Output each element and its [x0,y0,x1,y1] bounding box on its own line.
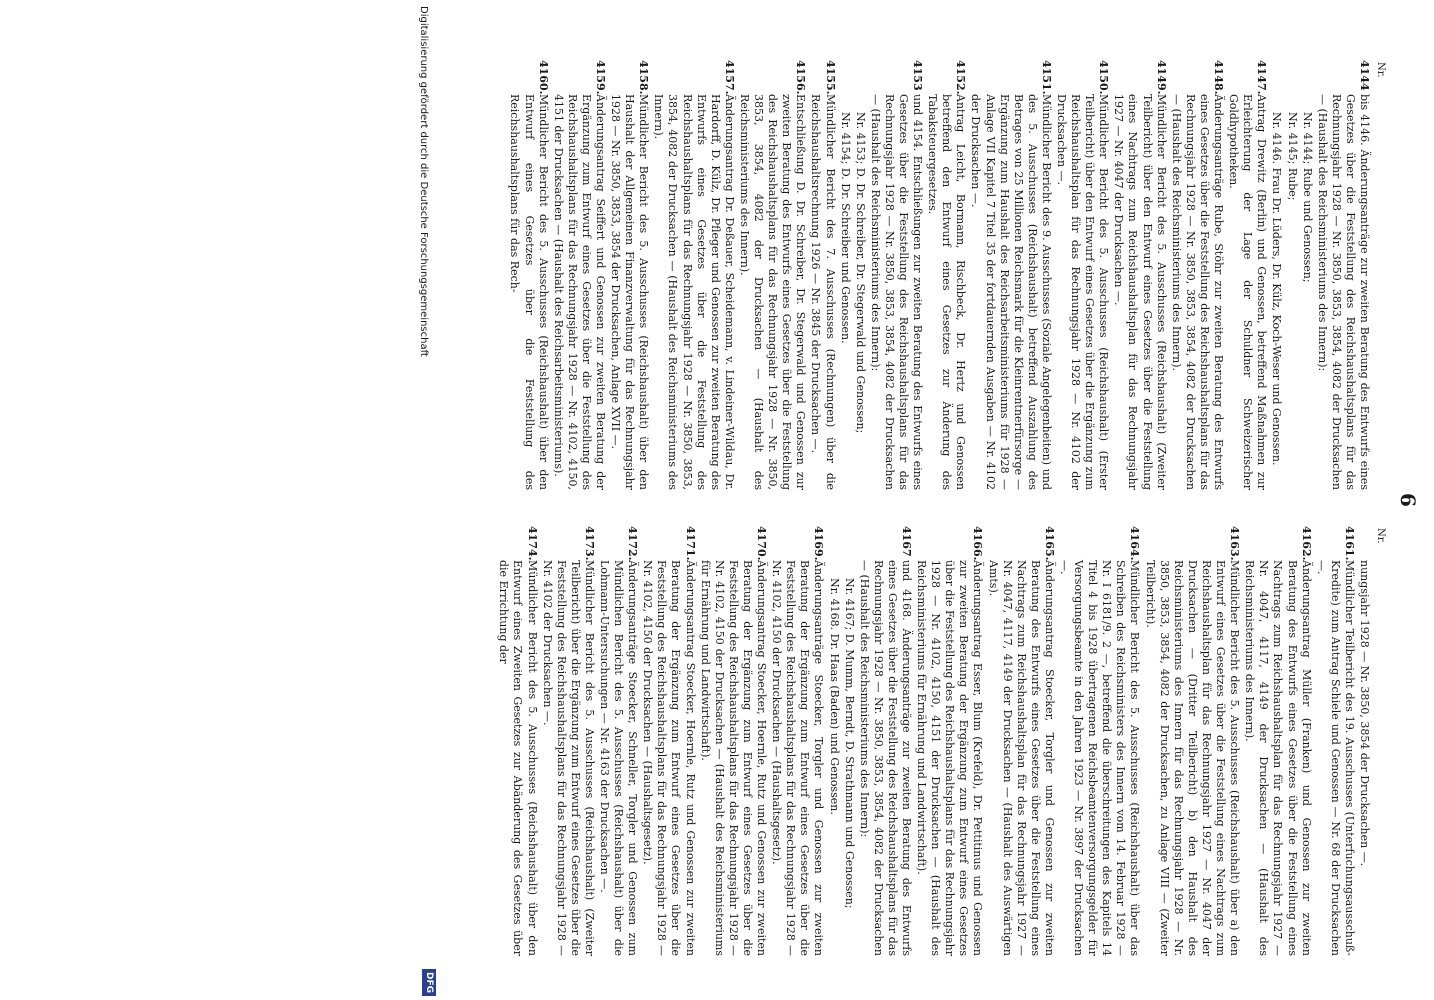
list-entry [1242,526,1312,956]
entry-text: Mündlicher Bericht des 5. Ausschusses (Reichshaushalt) über a) den Entwurf eines Gesetzes über die Feststellung eines Nachtrags zum Reichshaushaltsplan für das Rechnungsjahr 1927 — Nr. 4047 der Drucksachen — (Dritter Teilbericht) b) den Haushalt des Reichsministeriums des Innern für das Rechnungsjahr 1928 — Nr. 3850, 3853, 3854, 4082 der Drucksachen, zu Anlage VIII — (Zweiter Teilbericht). [1143,560,1242,956]
list-entry [1315,60,1371,490]
list-entry [737,60,807,490]
list-entry [857,526,913,956]
list-entry [507,60,549,490]
entry-text: Entschließung D. Dr. Schreiber, Dr. Stegerwald und Genossen zur zweiten Beratung des Entwurfs eines Gesetzes über die Feststellung des Reichshaushaltsplans für das Rechnungsjahr 1928 — Nr. 3850, 3853, 3854, 4082 der Drucksachen — (Haushalt des Reichsministeriums des Innern). [737,94,808,490]
entry-number: 4171. [683,526,697,561]
entry-number: 4147. [1255,60,1269,95]
list-entry [914,526,984,956]
entry-number: 4170. [755,526,769,561]
entry-number: 4149. [1154,60,1168,95]
dfg-logo: DFG [422,969,436,996]
list-entry [496,526,538,956]
list-entry [769,526,825,956]
entry-number: 4150. [1097,60,1111,95]
entry-text: Mündlicher Bericht des 5. Ausschusses (Reichshaushalt) über den Haushalt der Allgemeinen Finanzverwaltung für das Rechnungsjahr 1928 — Nr. 3850, 3853, 3854 der Drucksachen, Anlage XVII —. [609,94,651,490]
list-entry [540,526,596,956]
entry-number: 4160. [536,60,550,95]
entry-number: 4164. [1128,526,1142,561]
right-column [40,526,1386,956]
entry-number: 4163. [1228,526,1242,561]
entry-text: nungsjahr 1928 — Nr. 3850, 3854 der Drucksachen —. [1358,560,1371,867]
list-entry [597,526,639,956]
entry-number: 4159. [594,60,608,95]
list-entry [1269,60,1283,490]
entry-text: Nr. 4168. Dr. Haas (Baden) und Genossen. [827,578,841,815]
entry-number: 4167 [900,526,913,557]
list-entry [1111,60,1167,490]
entry-number: 4158. [637,60,651,95]
list-entry [968,60,1053,490]
entry-text: Änderungsantrag Seiffert und Genossen zur zweiten Beratung der Ergänzung zum Entwurf eines Gesetzes über die Feststellung des Reichshaushaltsplans für das Rechnungsjahr 1928 — Nr. 4102, 4150, 4151 der Drucksachen — (Haushalt des Reichsarbeitsministeriums). [551,94,608,490]
list-entry [808,60,836,490]
entry-number: 4166. [971,526,985,561]
list-entry [640,526,696,956]
entry-text: Änderungsanträge Stoecker, Schneller, Torgler und Genossen zum Mündlichen Bericht des 5. Ausschusses (Reichshaushalt) über die Lohmann-Untersuchungen — Nr. 4163 der Drucksachen —. [598,560,640,956]
list-entry [985,526,1055,956]
entry-number: 4152. [954,60,968,95]
entry-text: Mündlicher Bericht des 9. Ausschusses (Soziale Angelegenheiten) und des 5. Ausschusses (Reichshaushalt) betreffend Auszahlung des Betrages von 25 Millionen Reichsmark für die Kleinrentnerfürsorge — Ergänzung zum Haushalt des Reichsarbeitsministeriums für 1928 — Anlage VII Kapitel 7 Titel 35 der fortdauernden Ausgaben — Nr. 4102 der Drucksachen —. [969,94,1053,490]
entry-text: Antrag Drewitz (Berlin) und Genossen, betreffend Maßnahmen zur Erleichterung der Lage der Schuldner Schweizerischer Goldhypotheken. [1227,94,1269,490]
list-entry [651,60,736,490]
list-entry [1284,60,1298,490]
entry-number: 4153 [911,60,925,91]
list-entry [868,60,924,490]
list-entry [1057,526,1142,956]
list-entry [551,60,607,490]
entry-text: Nr. 4154; D. Dr. Schreiber und Genossen. [838,112,852,344]
entry-number: 4169. [812,526,826,561]
list-entry [1169,60,1225,490]
entry-number: 4172. [626,526,640,561]
list-entry [698,526,768,956]
entry-text: Mündlicher Bericht des 7. Ausschusses (Rechnungen) über die Reichshaushaltsrechnung 1926 — Nr. 3845 der Drucksachen —. [809,94,837,490]
entry-text: Änderungsantrag Müller (Franken) und Genossen zur zweiten Beratung des Entwurfs eines Gesetzes über die Feststellung eines Nachtrags zum Reichshaushaltsplan für das Rechnungsjahr 1927 — Nr. 4047, 4117, 4149 der Drucksachen — (Haushalt des Reichsministeriums des Innern). [1243,560,1313,956]
entry-text: Änderungsantrag Stoecker, Hoernle, Rutz und Genossen zur zweiten Beratung der Ergänzung zum Entwurf eines Gesetzes über die Feststellung des Reichshaushaltsplans für das Rechnungsjahr 1928 — Nr. 4102, 4150 der Drucksachen — (Haushalt des Reichsministeriums für Ernährung und Landwirtschaft). [698,560,769,956]
entry-number: 4173. [582,526,596,561]
entry-number: 4148. [1212,60,1226,95]
entry-text: Antrag Leicht, Bormann, Rischbeck, Dr. Hertz und Genossen betreffend den Entwurf eines Gesetzes zur Änderung des Tabaksteuergesetzes. [926,94,968,490]
entry-number: 4162. [1299,526,1313,561]
entry-text: Mündlicher Bericht des 5. Ausschusses (Reichshaushalt) über den Entwurf eines Zweiten Gesetzes zur Abänderung des Gesetzes über die Errichtung der [497,560,539,956]
entry-number: 4157. [722,60,736,95]
digitization-credit: Digitalisierung gefördert durch die Deutsche Forschungsgemeinschaft [418,6,429,357]
list-entry [925,60,967,490]
entry-text: Nr. 4144; Rube und Genossen; [1300,112,1314,283]
list-entry [842,526,856,956]
list-entry [826,526,840,956]
entry-text: Mündlicher Bericht des 5. Ausschusses (Reichshaushalt) (Erster Teilbericht) über den Entwurf eines Gesetzes über die Ergänzung zum Reichshaushaltsplan für das Rechnungsjahr 1928 — Nr. 4102 der Drucksachen —. [1055,94,1111,490]
entry-text: Änderungsantrag Esser, Blum (Krefeld), Dr. Pettitinus und Genossen zur zweiten Beratung der Ergänzung zum Entwurf eines Gesetzes über die Feststellung des Reichshaushaltsplans für das Rechnungsjahr 1928 — Nr. 4102, 4150, 4151 der Drucksachen — (Haushalt des Reichsministeriums für Ernährung und Landwirtschaft). [915,560,985,956]
column-header: Nr. [1375,528,1386,544]
list-entry [853,60,867,490]
entry-text: Änderungsantrag Stoecker, Torgler und Genossen zur zweiten Beratung des Entwurfs eines Gesetzes über die Feststellung eines Nachtrags zum Reichshaushaltsplan für das Rechnungsjahr 1927 — Nr. 4047, 4117, 4149 der Drucksachen — (Haushalt des Auswärtigen Amts). [986,560,1056,956]
entry-text: Änderungsanträge Stoecker, Torgler und Genossen zur zweiten Beratung der Ergänzung zum Entwurf eines Gesetzes über die Feststellung des Reichshaushaltsplans für das Rechnungsjahr 1928 — Nr. 4102, 4150 der Drucksachen — (Haushaltsgesetz). [770,560,826,956]
entry-number: 4161. [1342,526,1356,561]
entry-text: Änderungsantrag Stoecker, Hoernle, Rutz und Genossen zur zweiten Beratung der Ergänzung zum Entwurf eines Gesetzes über die Feststellung des Reichshaushaltsplans für das Rechnungsjahr 1928 — Nr. 4102, 4150 der Drucksachen — (Haushaltsgesetz). [641,560,697,956]
entry-text: Nr. 4146. Frau Dr. Lüders, Dr. Külz, Koch-Weser und Genossen. [1270,112,1284,466]
entry-text: bis 4146. Änderungsanträge zur zweiten Beratung des Entwurfs eines Gesetzes über die Feststellung des Reichshaushaltsplans für das Rechnungsjahr 1928 — Nr. 3850, 3853, 3854, 4082 der Drucksachen — (Haushalt des Reichsministeriums des Innern): [1315,94,1371,490]
list-entry [1314,526,1356,956]
list-entry [1226,60,1268,490]
entry-number: 4144 [1358,60,1371,91]
column-header: Nr. [1375,62,1386,78]
entry-text: Mündlicher Teilbericht des 19. Ausschusses (Unterfuchungsausschuß-Kredite) zum Antrag Schiele und Genossen — Nr. 68 der Drucksachen —. [1314,560,1356,956]
entry-number: 4174. [525,526,539,561]
list-entry [1300,60,1314,490]
entry-number: 4151. [1039,60,1053,95]
entry-text: Nr. 4145; Rube; [1285,112,1299,201]
entry-text: Nr. 4167; D. Mumm, Berndt, D. Strathmann und Genossen; [842,578,856,909]
entry-number: 4165. [1042,526,1056,561]
left-column [40,60,1386,490]
entry-number: 4156. [794,60,808,95]
entry-text: Mündlicher Bericht des 5. Ausschusses (Reichshaushalt) über das Schreiben des Reichsministers des Innern vom 14. Februar 1928 — Nr. I 6181/9. 2 —, betreffend die überschreitungen des Kapitels 14 Titel 4 bis 1928 übertragenen Reichsbeamtenversorgungsgelder für Versorgungsbeamte in den Jahren 1923 — Nr. 3897 der Drucksachen —. [1058,560,1142,956]
list-entry [1054,60,1110,490]
entry-text: Mündlicher Bericht des 5. Ausschusses (Reichshaushalt) (Zweiter Teilbericht) über die Ergänzung zum Entwurf eines Gesetzes über die Feststellung des Reichshaushaltsplans für das Rechnungsjahr 1928 — Nr. 4102 der Drucksachen —. [540,560,596,956]
entry-text: Mündlicher Bericht des 5. Ausschusses (Reichshaushalt) (Zweiter Teilbericht) über den Entwurf eines Gesetzes über die Feststellung eines Nachtrags zum Reichshaushaltsplan für das Rechnungsjahr 1927 — Nr. 4047 der Drucksachen —. [1112,94,1168,490]
list-entry [838,60,852,490]
entry-number: 4155. [823,60,837,95]
entry-text: Änderungsantrag Dr. Deßauer, Scheidemann, v. Lindeiner-Wildau, Dr. Hardorff, D. Külz, Dr. Pfleger und Genossen zur zweiten Beratung des Entwurfs eines Gesetzes über die Feststellung des Reichshaushaltsplans für das Rechnungsjahr 1928 — Nr. 3850, 3853, 3854, 4082 der Drucksachen — (Haushalt des Reichsministeriums des Innern). [652,94,736,490]
entry-text: Nr. 4153; D. Dr. Schreiber, Dr. Stegerwald und Genossen; [853,112,867,434]
entry-text: und 4168. Änderungsanträge zur zweiten Beratung des Entwurfs eines Gesetzes über die Feststellung des Reichshaushaltsplans für das Rechnungsjahr 1928 — Nr. 3850, 3853, 3854, 4082 der Drucksachen — (Haushalt des Reichsministeriums des Innern): [857,560,913,956]
list-entry [608,60,650,490]
list-entry [1143,526,1242,956]
list-entry [1357,526,1371,956]
entry-text: und 4154. Entschließungen zur zweiten Beratung des Entwurfs eines Gesetzes über die Feststellung des Reichshaushaltsplans für das Rechnungsjahr 1928 — Nr. 3850, 3853, 3854, 4082 der Drucksachen — (Haushalt des Reichsministeriums des Innern): [868,94,925,490]
entry-text: Mündlicher Bericht des 5. Ausschusses (Reichshaushalt) über den Entwurf eines Gesetzes über die Feststellung des Reichshaushaltsplans für das Rech- [508,94,550,490]
columns [40,60,1386,956]
page-number: 6 [1396,493,1420,507]
entry-text: Änderungsanträge Rube, Stöhr zur zweiten Beratung des Entwurfs eines Gesetzes über die Feststellung des Reichshaushaltsplans für das Rechnungsjahr 1928 — Nr. 3850, 3853, 3854, 4082 der Drucksachen — (Haushalt des Reichsministeriums des Innern). [1169,94,1226,490]
